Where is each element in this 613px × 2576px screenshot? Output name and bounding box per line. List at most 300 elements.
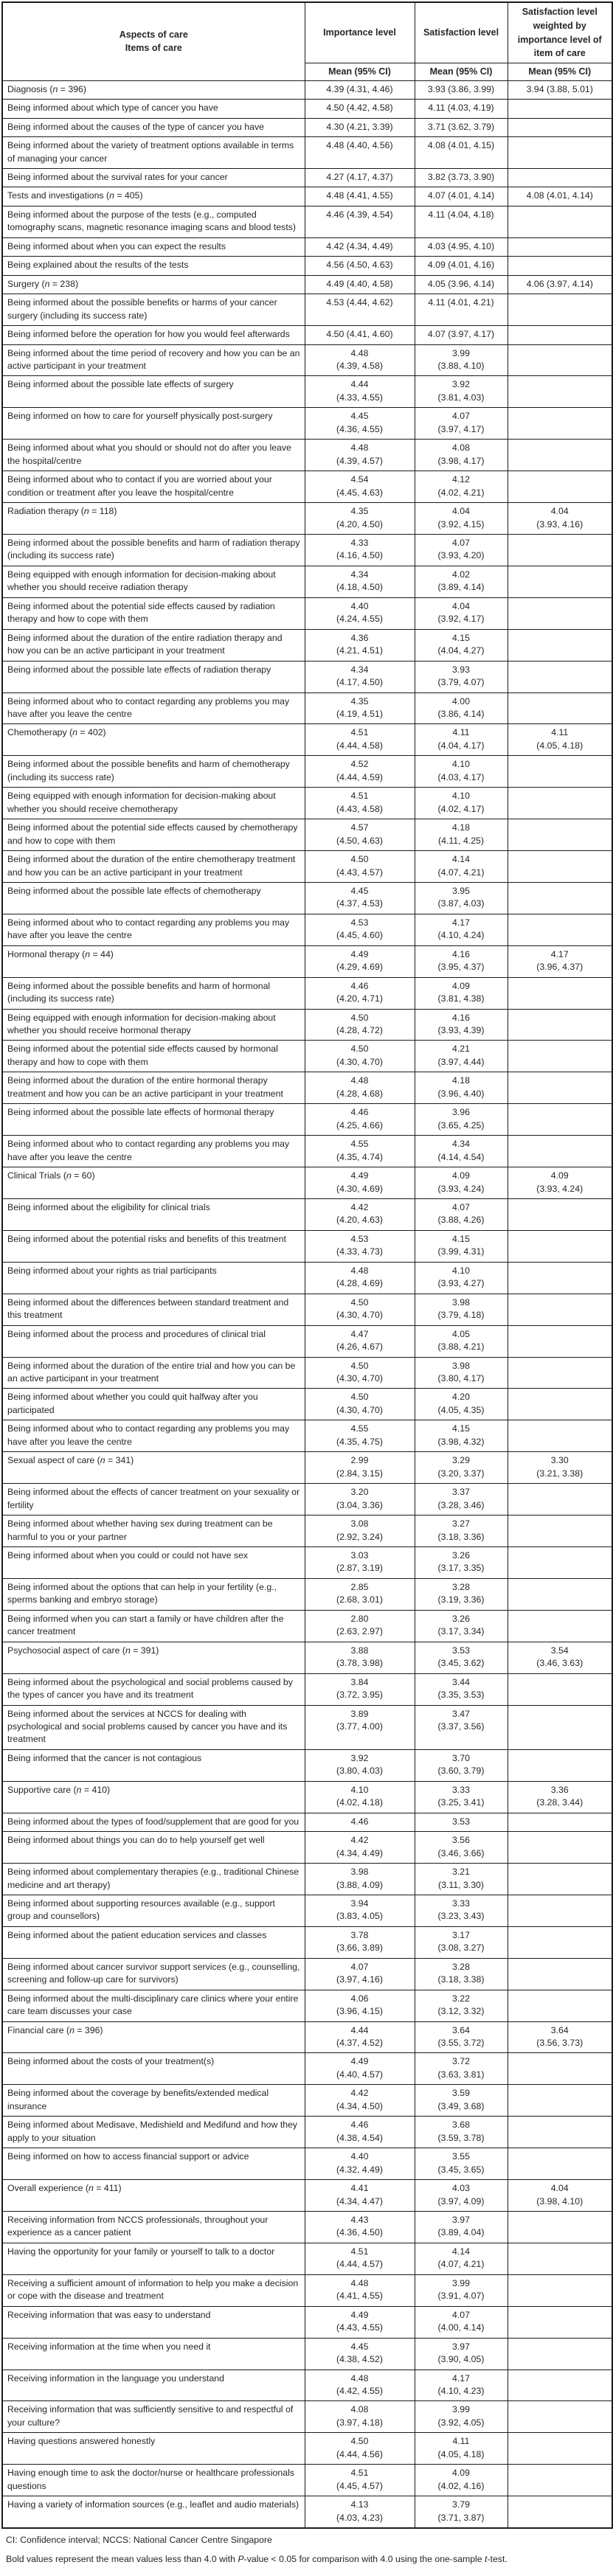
mean-value: 4.40 bbox=[350, 2151, 369, 2162]
ci-value: (3.88, 4.10) bbox=[437, 361, 485, 371]
item-row bbox=[2, 100, 612, 118]
ci-value: (3.93, 4.24) bbox=[437, 1183, 485, 1194]
satisfaction-cell bbox=[415, 629, 508, 661]
importance-cell bbox=[305, 1895, 415, 1926]
satisfaction-cell bbox=[415, 661, 508, 692]
mean-value: 4.11 bbox=[452, 727, 470, 738]
ci-value: (4.44, 4.57) bbox=[336, 2259, 383, 2270]
ci-value: (4.37, 4.52) bbox=[336, 2038, 383, 2049]
weighted-cell bbox=[508, 1546, 612, 1578]
sample-size-n: n bbox=[66, 1170, 72, 1181]
ci-value: (3.17, 3.34) bbox=[437, 1626, 485, 1637]
item-label: Receiving information from NCCS professionals, throughout your experience as a cancer patient bbox=[2, 2212, 305, 2243]
weighted-cell bbox=[508, 326, 612, 344]
item-label: Being equipped with enough information for decision-making about whether you should receive chemotherapy bbox=[2, 788, 305, 819]
ci-value: (4.05, 4.35) bbox=[437, 1404, 485, 1415]
item-label: Being informed about supporting resources available (e.g., support group and counsellors) bbox=[2, 1895, 305, 1926]
item-label: Being informed about who to contact if you are worried about your condition or treatment after you leave the hospital/centre bbox=[2, 471, 305, 503]
importance-cell bbox=[305, 1452, 415, 1484]
table-header bbox=[2, 2, 612, 80]
mean-value: 4.21 bbox=[452, 1044, 470, 1055]
mean-value: 4.50 bbox=[350, 1360, 369, 1371]
ci-value: (3.93, 4.27) bbox=[437, 1278, 485, 1289]
ci-value: (4.14, 4.54) bbox=[437, 1151, 485, 1162]
item-label: Being informed about the costs of your treatment(s) bbox=[2, 2053, 305, 2085]
mean-value: 4.04 bbox=[550, 506, 569, 517]
aspect-row bbox=[2, 503, 612, 535]
ci-value: (4.30, 4.70) bbox=[336, 1404, 383, 1415]
ci-value: (4.38, 4.52) bbox=[336, 2354, 383, 2365]
mean-value: 4.47 bbox=[350, 1328, 369, 1339]
aspect-label: Psychosocial aspect of care (n = 391) bbox=[2, 1642, 305, 1673]
item-row bbox=[2, 661, 612, 692]
ci-value: (3.80, 4.03) bbox=[336, 1766, 383, 1777]
importance-cell bbox=[305, 661, 415, 692]
item-label: Being informed about the possible benefits and harm of radiation therapy (including its success rate) bbox=[2, 534, 305, 566]
satisfaction-cell: 3.71 (3.62, 3.79) bbox=[415, 118, 508, 136]
satisfaction-cell bbox=[415, 344, 508, 376]
ci-value: (4.17, 4.50) bbox=[336, 677, 383, 688]
ci-value: (3.21, 3.38) bbox=[536, 1468, 583, 1479]
satisfaction-cell: 3.82 (3.73, 3.90) bbox=[415, 169, 508, 187]
weighted-cell bbox=[508, 2053, 612, 2085]
weighted-cell bbox=[508, 1167, 612, 1199]
item-row bbox=[2, 206, 612, 237]
weighted-cell bbox=[508, 2465, 612, 2496]
mean-value: 4.50 bbox=[350, 854, 369, 865]
item-label: Being informed about who to contact regarding any problems you may have after you leave the centre bbox=[2, 914, 305, 945]
item-row bbox=[2, 137, 612, 169]
ci-value: (4.42, 4.55) bbox=[336, 2386, 383, 2396]
mean-value: 4.05 bbox=[452, 1328, 470, 1339]
ci-value: (4.25, 4.66) bbox=[336, 1119, 383, 1131]
item-row bbox=[2, 977, 612, 1009]
mean-value: 3.33 bbox=[452, 1898, 470, 1909]
ci-value: (4.43, 4.55) bbox=[336, 2322, 383, 2333]
item-label: Being informed when you can start a family or have children after the cancer treatment bbox=[2, 1610, 305, 1642]
satisfaction-cell bbox=[415, 2085, 508, 2117]
ci-value: (4.29, 4.69) bbox=[336, 962, 383, 973]
importance-cell: 4.48 (4.40, 4.56) bbox=[305, 137, 415, 169]
item-row bbox=[2, 2338, 612, 2370]
item-label: Being informed about who to contact regarding any problems you may have after you leave the centre bbox=[2, 1420, 305, 1452]
weighted-cell bbox=[508, 1813, 612, 1831]
ci-value: (3.59, 3.78) bbox=[437, 2132, 485, 2143]
mean-value: 4.07 bbox=[452, 2309, 470, 2320]
aspect-label: Surgery (n = 238) bbox=[2, 275, 305, 294]
aspect-row bbox=[2, 945, 612, 977]
importance-cell bbox=[305, 914, 415, 945]
mean-value: 4.02 bbox=[452, 569, 470, 580]
importance-cell bbox=[305, 1420, 415, 1452]
importance-cell bbox=[305, 1832, 415, 1864]
ci-value: (4.11, 4.25) bbox=[438, 835, 484, 846]
weighted-cell bbox=[508, 1895, 612, 1926]
mean-value: 4.49 bbox=[350, 2056, 369, 2067]
mean-value: 4.33 bbox=[350, 537, 369, 548]
item-label: Being informed about the duration of the entire hormonal therapy treatment and how you can be an active participant in your treatment bbox=[2, 1072, 305, 1104]
weighted-cell bbox=[508, 1294, 612, 1325]
aspect-row bbox=[2, 2021, 612, 2053]
importance-cell: 4.42 (4.34, 4.49) bbox=[305, 237, 415, 256]
weighted-cell: 4.08 (4.01, 4.14) bbox=[508, 187, 612, 206]
importance-cell bbox=[305, 1610, 415, 1642]
ci-value: (3.91, 4.07) bbox=[437, 2291, 485, 2302]
weighted-cell bbox=[508, 471, 612, 503]
ci-value: (3.90, 4.05) bbox=[437, 2354, 485, 2365]
footnote-bold-note: Bold values represent the mean values less than 4.0 with P-value < 0.05 for comparison with 4.0 using the one-sample t-test. bbox=[6, 2553, 508, 2564]
weighted-cell bbox=[508, 1864, 612, 1895]
mean-value: 3.79 bbox=[452, 2499, 470, 2510]
aspect-row bbox=[2, 2180, 612, 2212]
ci-value: (4.28, 4.69) bbox=[336, 1278, 383, 1289]
importance-cell bbox=[305, 1389, 415, 1420]
item-row bbox=[2, 2306, 612, 2338]
item-row bbox=[2, 756, 612, 788]
item-label: Being informed about what you should or should not do after you leave the hospital/centre bbox=[2, 440, 305, 471]
mean-value: 4.51 bbox=[350, 2246, 369, 2257]
ci-value: (3.96, 4.15) bbox=[336, 2006, 383, 2017]
ci-value: (4.28, 4.68) bbox=[336, 1088, 383, 1099]
mean-value: 4.13 bbox=[350, 2499, 369, 2510]
item-row bbox=[2, 2243, 612, 2274]
ci-value: (4.04, 4.27) bbox=[437, 645, 485, 656]
ci-value: (3.93, 4.20) bbox=[437, 550, 485, 561]
weighted-cell bbox=[508, 1452, 612, 1484]
ci-value: (4.40, 4.57) bbox=[336, 2069, 383, 2080]
mean-value: 4.49 bbox=[350, 2309, 369, 2320]
ci-value: (3.11, 3.30) bbox=[438, 1879, 484, 1890]
mean-value: 4.40 bbox=[350, 600, 369, 611]
item-label: Being informed about cancer survivor support services (e.g., counselling, screening and follow-up care for survivors) bbox=[2, 1958, 305, 1990]
importance-cell bbox=[305, 1230, 415, 1262]
sample-size-n: n bbox=[109, 190, 114, 201]
sample-size-n: n bbox=[83, 506, 89, 517]
satisfaction-cell bbox=[415, 1926, 508, 1958]
satisfaction-cell bbox=[415, 2496, 508, 2528]
ci-value: (4.34, 4.50) bbox=[336, 2100, 383, 2111]
ci-value: (4.05, 4.18) bbox=[437, 2448, 485, 2459]
mean-value: 2.80 bbox=[350, 1613, 369, 1624]
weighted-cell bbox=[508, 169, 612, 187]
mean-value: 2.85 bbox=[350, 1581, 369, 1592]
item-label: Being informed about the process and procedures of clinical trial bbox=[2, 1325, 305, 1357]
mean-value: 3.99 bbox=[452, 2404, 470, 2415]
importance-cell: 4.50 (4.42, 4.58) bbox=[305, 100, 415, 118]
importance-cell bbox=[305, 692, 415, 724]
ci-value: (3.37, 3.56) bbox=[437, 1721, 485, 1732]
ci-value: (3.98, 4.32) bbox=[437, 1436, 485, 1447]
ci-value: (3.49, 3.68) bbox=[437, 2100, 485, 2111]
item-label: Being informed about the possible late effects of chemotherapy bbox=[2, 882, 305, 914]
ci-value: (3.20, 3.37) bbox=[437, 1468, 485, 1479]
item-row bbox=[2, 1041, 612, 1072]
satisfaction-cell bbox=[415, 471, 508, 503]
weighted-cell bbox=[508, 206, 612, 237]
ci-value: (4.43, 4.57) bbox=[336, 867, 383, 878]
weighted-cell bbox=[508, 1926, 612, 1958]
weighted-cell bbox=[508, 2370, 612, 2401]
subheader-weighted: Mean (95% CI) bbox=[508, 63, 612, 81]
item-label: Being informed about the coverage by benefits/extended medical insurance bbox=[2, 2085, 305, 2117]
satisfaction-cell bbox=[415, 1041, 508, 1072]
satisfaction-cell bbox=[415, 1104, 508, 1136]
importance-cell bbox=[305, 2401, 415, 2433]
item-label: Being informed about the survival rates for your cancer bbox=[2, 169, 305, 187]
weighted-cell bbox=[508, 408, 612, 440]
mean-value: 4.52 bbox=[350, 759, 369, 770]
weighted-cell bbox=[508, 2274, 612, 2306]
mean-value: 3.26 bbox=[452, 1549, 470, 1560]
item-label: Being informed about the potential side effects caused by hormonal therapy and how to cope with them bbox=[2, 1041, 305, 1072]
item-row bbox=[2, 1294, 612, 1325]
ci-value: (3.23, 3.43) bbox=[437, 1911, 485, 1922]
mean-value: 4.42 bbox=[350, 2088, 369, 2099]
item-label: Being informed about the time period of recovery and how you can be an active participant in your treatment bbox=[2, 344, 305, 376]
mean-value: 3.30 bbox=[550, 1455, 569, 1466]
subheader-satisfaction: Mean (95% CI) bbox=[415, 63, 508, 81]
importance-cell bbox=[305, 945, 415, 977]
importance-cell bbox=[305, 1199, 415, 1231]
mean-value: 4.45 bbox=[350, 411, 369, 422]
importance-cell bbox=[305, 2243, 415, 2274]
item-label: Being informed about the possible benefits or harms of your cancer surgery (including its success rate) bbox=[2, 294, 305, 326]
importance-cell bbox=[305, 376, 415, 408]
mean-value: 3.70 bbox=[452, 1752, 470, 1763]
mean-value: 4.03 bbox=[452, 2183, 470, 2194]
item-label: Being informed about which type of cancer you have bbox=[2, 100, 305, 118]
satisfaction-cell bbox=[415, 1958, 508, 1990]
mean-value: 4.20 bbox=[452, 1392, 470, 1403]
ci-value: (3.99, 4.31) bbox=[437, 1246, 485, 1257]
ci-value: (3.65, 4.25) bbox=[437, 1119, 485, 1131]
ci-value: (4.38, 4.54) bbox=[336, 2132, 383, 2143]
weighted-cell bbox=[508, 882, 612, 914]
satisfaction-cell bbox=[415, 2117, 508, 2148]
satisfaction-cell bbox=[415, 597, 508, 629]
satisfaction-cell bbox=[415, 1167, 508, 1199]
satisfaction-cell: 3.53 bbox=[415, 1813, 508, 1831]
satisfaction-cell bbox=[415, 692, 508, 724]
ci-value: (3.18, 3.36) bbox=[437, 1531, 485, 1542]
mean-value: 4.55 bbox=[350, 1423, 369, 1434]
ci-value: (4.21, 4.51) bbox=[336, 645, 383, 656]
ci-value: (4.10, 4.24) bbox=[437, 930, 485, 941]
aspect-label: Clinical Trials (n = 60) bbox=[2, 1167, 305, 1199]
aspect-row bbox=[2, 724, 612, 756]
satisfaction-cell bbox=[415, 788, 508, 819]
item-row bbox=[2, 788, 612, 819]
mean-value: 4.15 bbox=[452, 1233, 470, 1244]
item-row bbox=[2, 326, 612, 344]
mean-value: 3.33 bbox=[452, 1784, 470, 1795]
weighted-cell bbox=[508, 1262, 612, 1294]
item-label: Being informed about the differences between standard treatment and this treatment bbox=[2, 1294, 305, 1325]
weighted-cell bbox=[508, 2021, 612, 2053]
ci-value: (4.20, 4.71) bbox=[336, 993, 383, 1004]
ci-value: (3.88, 4.09) bbox=[336, 1879, 383, 1890]
item-row bbox=[2, 1420, 612, 1452]
item-row bbox=[2, 1262, 612, 1294]
item-label: Being informed about the services at NCCS for dealing with psychological and social problems caused by cancer you have and its treatment bbox=[2, 1705, 305, 1749]
mean-value: 4.12 bbox=[452, 474, 470, 485]
importance-cell bbox=[305, 2496, 415, 2528]
item-label: Being informed about the possible late effects of surgery bbox=[2, 376, 305, 408]
ci-value: (4.07, 4.21) bbox=[437, 2259, 485, 2270]
item-row bbox=[2, 851, 612, 883]
item-label: Being equipped with enough information for decision-making about whether you should receive hormonal therapy bbox=[2, 1009, 305, 1041]
satisfaction-cell: 3.93 (3.86, 3.99) bbox=[415, 80, 508, 99]
item-row bbox=[2, 1136, 612, 1167]
item-row bbox=[2, 440, 612, 471]
item-label: Being informed about the possible benefits and harm of chemotherapy (including its success rate) bbox=[2, 756, 305, 788]
ci-value: (3.45, 3.65) bbox=[437, 2164, 485, 2175]
ci-value: (2.68, 3.01) bbox=[336, 1594, 383, 1605]
importance-cell bbox=[305, 2053, 415, 2085]
mean-value: 4.09 bbox=[452, 2468, 470, 2479]
importance-cell bbox=[305, 756, 415, 788]
item-row bbox=[2, 1009, 612, 1041]
ci-value: (3.12, 3.32) bbox=[437, 2006, 485, 2017]
ci-value: (3.63, 3.81) bbox=[437, 2069, 485, 2080]
ci-value: (3.97, 4.18) bbox=[336, 2417, 383, 2428]
item-row bbox=[2, 1990, 612, 2021]
ci-value: (4.39, 4.57) bbox=[336, 455, 383, 466]
weighted-cell bbox=[508, 2085, 612, 2117]
item-label: Being informed on how to access financial support or advice bbox=[2, 2148, 305, 2180]
ci-value: (4.50, 4.63) bbox=[336, 835, 383, 846]
weighted-cell bbox=[508, 1041, 612, 1072]
weighted-cell bbox=[508, 294, 612, 326]
mean-value: 4.50 bbox=[350, 1296, 369, 1308]
weighted-cell bbox=[508, 2306, 612, 2338]
ci-value: (4.20, 4.63) bbox=[336, 1215, 383, 1226]
sample-size-n: n bbox=[72, 727, 78, 738]
ci-value: (3.46, 3.66) bbox=[437, 1847, 485, 1858]
item-label: Being informed about when you could or could not have sex bbox=[2, 1546, 305, 1578]
mean-value: 3.27 bbox=[452, 1518, 470, 1530]
satisfaction-cell bbox=[415, 1420, 508, 1452]
weighted-cell bbox=[508, 724, 612, 756]
header-row bbox=[2, 2, 612, 63]
importance-cell: 4.56 (4.50, 4.63) bbox=[305, 257, 415, 275]
satisfaction-cell bbox=[415, 1578, 508, 1610]
aspect-label: Diagnosis (n = 396) bbox=[2, 80, 305, 99]
item-label: Being informed about your rights as trial participants bbox=[2, 1262, 305, 1294]
satisfaction-cell bbox=[415, 376, 508, 408]
satisfaction-cell bbox=[415, 2433, 508, 2465]
ci-value: (3.98, 4.10) bbox=[536, 2195, 583, 2207]
ci-value: (3.97, 4.17) bbox=[437, 423, 485, 434]
item-row bbox=[2, 1484, 612, 1516]
importance-cell bbox=[305, 1958, 415, 1990]
col-header-aspects-line2: Items of care bbox=[125, 43, 182, 54]
weighted-cell bbox=[508, 1484, 612, 1516]
satisfaction-cell bbox=[415, 2465, 508, 2496]
satisfaction-cell: 4.11 (4.03, 4.19) bbox=[415, 100, 508, 118]
item-row bbox=[2, 408, 612, 440]
item-row bbox=[2, 169, 612, 187]
importance-cell bbox=[305, 2306, 415, 2338]
satisfaction-cell bbox=[415, 566, 508, 597]
ci-value: (4.03, 4.23) bbox=[336, 2512, 383, 2523]
weighted-cell bbox=[508, 376, 612, 408]
mean-value: 3.96 bbox=[452, 1107, 470, 1118]
weighted-cell bbox=[508, 914, 612, 945]
weighted-cell bbox=[508, 1420, 612, 1452]
weighted-cell bbox=[508, 1990, 612, 2021]
aspect-row bbox=[2, 1452, 612, 1484]
ci-value: (2.92, 3.24) bbox=[336, 1531, 383, 1542]
weighted-cell bbox=[508, 851, 612, 883]
mean-value: 4.57 bbox=[350, 822, 369, 833]
ci-value: (3.35, 3.53) bbox=[437, 1690, 485, 1701]
mean-value: 4.15 bbox=[452, 1423, 470, 1434]
mean-value: 4.16 bbox=[452, 1012, 470, 1023]
col-header-importance: Importance level bbox=[305, 2, 415, 63]
weighted-cell bbox=[508, 977, 612, 1009]
importance-cell bbox=[305, 1357, 415, 1389]
col-header-weighted: Satisfaction level weighted by importance level of item of care bbox=[508, 2, 612, 63]
satisfaction-cell bbox=[415, 1610, 508, 1642]
weighted-cell bbox=[508, 237, 612, 256]
item-row bbox=[2, 2465, 612, 2496]
item-label: Receiving a sufficient amount of information to help you make a decision or cope with the disease and treatment bbox=[2, 2274, 305, 2306]
mean-value: 4.10 bbox=[452, 1265, 470, 1276]
ci-value: (3.93, 4.39) bbox=[437, 1025, 485, 1036]
weighted-cell bbox=[508, 257, 612, 275]
importance-cell bbox=[305, 1516, 415, 1547]
mean-value: 4.07 bbox=[452, 537, 470, 548]
item-row bbox=[2, 1325, 612, 1357]
item-label: Being informed about the purpose of the tests (e.g., computed tomography scans, magnetic resonance imaging scans and blood tests) bbox=[2, 206, 305, 237]
ci-value: (3.77, 4.00) bbox=[336, 1721, 383, 1732]
mean-value: 4.04 bbox=[452, 600, 470, 611]
item-row bbox=[2, 597, 612, 629]
satisfaction-cell bbox=[415, 1357, 508, 1389]
item-row bbox=[2, 1357, 612, 1389]
ci-value: (4.07, 4.21) bbox=[437, 867, 485, 878]
weighted-cell bbox=[508, 1958, 612, 1990]
item-row bbox=[2, 1578, 612, 1610]
mean-value: 4.49 bbox=[350, 948, 369, 959]
item-label: Being informed about the duration of the entire radiation therapy and how you can be an active participant in your treatment bbox=[2, 629, 305, 661]
item-label: Receiving information that was easy to understand bbox=[2, 2306, 305, 2338]
mean-value: 4.11 bbox=[551, 727, 569, 738]
item-row bbox=[2, 1895, 612, 1926]
weighted-cell bbox=[508, 2243, 612, 2274]
item-row bbox=[2, 376, 612, 408]
mean-value: 4.45 bbox=[350, 2341, 369, 2352]
satisfaction-cell bbox=[415, 1895, 508, 1926]
item-label: Being informed that the cancer is not contagious bbox=[2, 1749, 305, 1781]
importance-cell bbox=[305, 1072, 415, 1104]
ci-value: (2.63, 2.97) bbox=[336, 1626, 383, 1637]
footnotes bbox=[1, 2529, 612, 2576]
mean-value: 4.55 bbox=[350, 1139, 369, 1150]
item-row bbox=[2, 294, 612, 326]
ci-value: (4.02, 4.16) bbox=[437, 2480, 485, 2491]
ci-value: (3.78, 3.98) bbox=[336, 1658, 383, 1669]
ci-value: (4.18, 4.50) bbox=[336, 582, 383, 593]
mean-value: 3.99 bbox=[452, 347, 470, 358]
item-row bbox=[2, 1199, 612, 1231]
ci-value: (4.30, 4.70) bbox=[336, 1056, 383, 1067]
item-label: Being informed about the duration of the entire trial and how you can be an active participant in your treatment bbox=[2, 1357, 305, 1389]
importance-cell bbox=[305, 1136, 415, 1167]
mean-value: 3.03 bbox=[350, 1549, 369, 1560]
sample-size-n: n bbox=[89, 2183, 94, 2194]
